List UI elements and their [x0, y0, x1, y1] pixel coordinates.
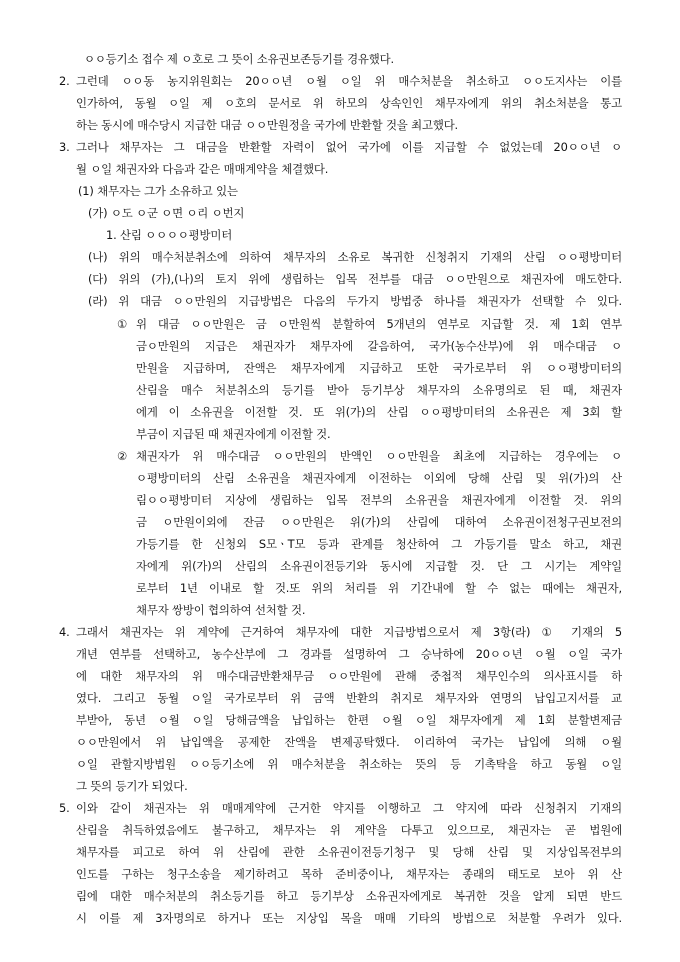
item-text-line: 그래서 채권자는 위 계약에 근거하여 채무자에 대한 지급방법으로서 제 3항(라) ① 기재의 5 — [76, 625, 622, 639]
item-text-line: 이와 같이 채권자는 위 매매계약에 근거한 약지를 이행하고 그 약지에 따라 신청취지 기재의 — [76, 801, 622, 815]
option-text-line: 채무자 쌍방이 협의하여 선처할 것. — [136, 603, 306, 617]
option-text-line: ㅇ평방미터의 산림 소유권을 채권자에게 이전하는 이외에 당해 산림 및 위(가)의 산 — [136, 471, 622, 485]
option-text-line: 로부터 1년 이내로 할 것.또 위의 처리를 위 기간내에 할 수 없는 때에는 채권자, — [136, 581, 622, 595]
option-text-line: 산림을 매수 처분취소의 등기를 받아 등기부상 채무자의 소유명의로 된 때, 채권자 — [136, 383, 622, 397]
item-text-line: 인도를 구하는 청구소송을 제기하려고 목하 준비중이나, 채무자는 종래의 태도로 보아 위 산 — [76, 867, 622, 881]
option-2-marker: ② — [117, 449, 128, 463]
item-text-line: 월 ㅇ일 채권자와 다음과 같은 매매계약을 체결했다. — [76, 162, 329, 176]
item-text-line: 인가하여, 동월 ㅇ일 제 ㅇ호의 문서로 위 하모의 상속인인 채무자에게 위의 취소처분을 통고 — [76, 96, 622, 110]
item-text-line: 부받아, 동년 ㅇ월 ㅇ일 당해금액을 납입하는 한편 ㅇ월 ㅇ일 채무자에게 제 1회 분할변제금 — [76, 713, 622, 727]
item-number: 5. — [59, 801, 70, 815]
item-text-line: 그 뜻의 등기가 되었다. — [76, 779, 188, 793]
item-text-line: 그런데 ㅇㅇ동 농지위원회는 20ㅇㅇ년 ㅇ월 ㅇ일 위 매수처분을 취소하고 ㅇㅇ도지사는 이를 — [76, 74, 622, 88]
item-text-line: 산림을 취득하였음에도 불구하고, 채무자는 위 계약을 다투고 있으므로, 채권자는 곧 법원에 — [76, 823, 622, 837]
item-text-line: 채무자를 피고로 하여 위 산림에 관한 소유권이전등기청구 및 당해 산림 및 지상입목전부의 — [76, 845, 622, 859]
option-text-line: 에게 이 소유권을 이전할 것. 또 위(가)의 산림 ㅇㅇ평방미터의 소유권은 제 3회 할 — [136, 405, 622, 419]
option-text-line: 부금이 지급된 때 채권자에게 이전할 것. — [136, 427, 331, 441]
sub-clause-ga-item: 1. 산림 ㅇㅇㅇㅇ평방미터 — [106, 228, 233, 242]
item-text-line: 에 대한 채무자의 위 매수대금반환채무금 ㅇㅇ만원에 관해 중첩적 채무인수의 의사표시를 하 — [76, 669, 622, 683]
option-text-line: 금 ㅇ만원이외에 잔금 ㅇㅇ만원은 위(가)의 산림에 대하여 소유권이전청구권보전의 — [136, 515, 622, 529]
option-1-marker: ① — [117, 317, 128, 331]
option-text-line: 림ㅇㅇ평방미터 지상에 생립하는 입목 전부의 소유권을 채권자에게 이전할 것. 위의 — [136, 493, 622, 507]
item-text-line: ㅇㅇ만원에서 위 납입액을 공제한 잔액을 변제공탁했다. 이리하여 국가는 납입에 의해 ㅇ월 — [76, 735, 622, 749]
sub-clause-da: (다) 위의 (가),(나)의 토지 위에 생립하는 입목 전부를 대금 ㅇㅇ만원으로 채권자에 매도한다. — [88, 272, 622, 286]
item-text-line: 그러나 채무자는 그 대금을 반환할 자력이 없어 국가에 이를 지급할 수 없었는데 20ㅇㅇ년 ㅇ — [76, 140, 622, 154]
sub-clause-ga: (가) ㅇ도 ㅇ군 ㅇ면 ㅇ리 ㅇ번지 — [88, 206, 245, 220]
item-number: 4. — [59, 625, 70, 639]
item-text-line: 림에 대한 매수처분의 취소등기를 하고 등기부상 소유권자에게로 복귀한 것을 알게 되면 반드 — [76, 889, 622, 903]
option-text-line: 자에게 위(가)의 산림의 소유권이전등기와 동시에 지급할 것. 단 그 시기는 계약일 — [136, 559, 622, 573]
option-text-line: 가등기를 한 신청외 S모ㆍT모 등과 관계를 청산하여 그 가등기를 말소 하고, 채권 — [136, 537, 622, 551]
item-number: 3. — [59, 140, 70, 154]
sub-clause-ra: (라) 위 대금 ㅇㅇ만원의 지급방법은 다음의 두가지 방법중 하나를 채권자가 선택할 수 있다. — [88, 294, 622, 308]
option-text-line: 위 대금 ㅇㅇ만원은 금 ㅇ만원씩 분할하여 5개년의 연부로 지급할 것. 제 1회 연부 — [136, 317, 622, 331]
item-text-line: 개년 연부를 선택하고, 농수산부에 그 경과를 설명하여 그 승낙하에 20ㅇㅇ년 ㅇ월 ㅇ일 국가 — [76, 647, 622, 661]
option-text-line: 만원을 지급하며, 잔액은 채무자에게 지급하고 또한 국가로부터 위 ㅇㅇ평방미터의 — [136, 361, 622, 375]
option-text-line: 금ㅇ만원의 지급은 채권자가 채무자에 갈음하여, 국가(농수산부)에 위 매수대금 ㅇ — [136, 339, 622, 353]
item-text-line: 시 이를 제 3자명의로 하거나 또는 지상입 목을 매매 기타의 방법으로 처분할 우려가 있다. — [76, 911, 622, 925]
sub-clause-na: (나) 위의 매수처분취소에 의하여 채무자의 소유로 복귀한 신청취지 기재의 산림 ㅇㅇ평방미터 — [88, 250, 622, 264]
item-text-line: 하는 동시에 매수당시 지급한 대금 ㅇㅇ만원정을 국가에 반환할 것을 최고했다. — [76, 118, 459, 132]
item-text-line: ㅇ일 관할지방법원 ㅇㅇ등기소에 위 매수처분을 취소하는 뜻의 등 기촉탁을 하고 동월 ㅇ일 — [76, 757, 622, 771]
option-text-line: 채권자가 위 매수대금 ㅇㅇ만원의 반액인 ㅇㅇ만원을 최초에 지급하는 경우에는 ㅇ — [136, 449, 622, 463]
item-number: 2. — [59, 74, 70, 88]
paragraph-1-tail: ㅇㅇ등기소 접수 제 ㅇ호로 그 뜻이 소유권보존등기를 경유했다. — [84, 52, 394, 66]
item-text-line: 였다. 그리고 동월 ㅇ일 국가로부터 위 금액 반환의 취지로 채무자와 연명의 납입고지서를 교 — [76, 691, 622, 705]
sub-clause-1: (1) 채무자는 그가 소유하고 있는 — [78, 184, 238, 198]
